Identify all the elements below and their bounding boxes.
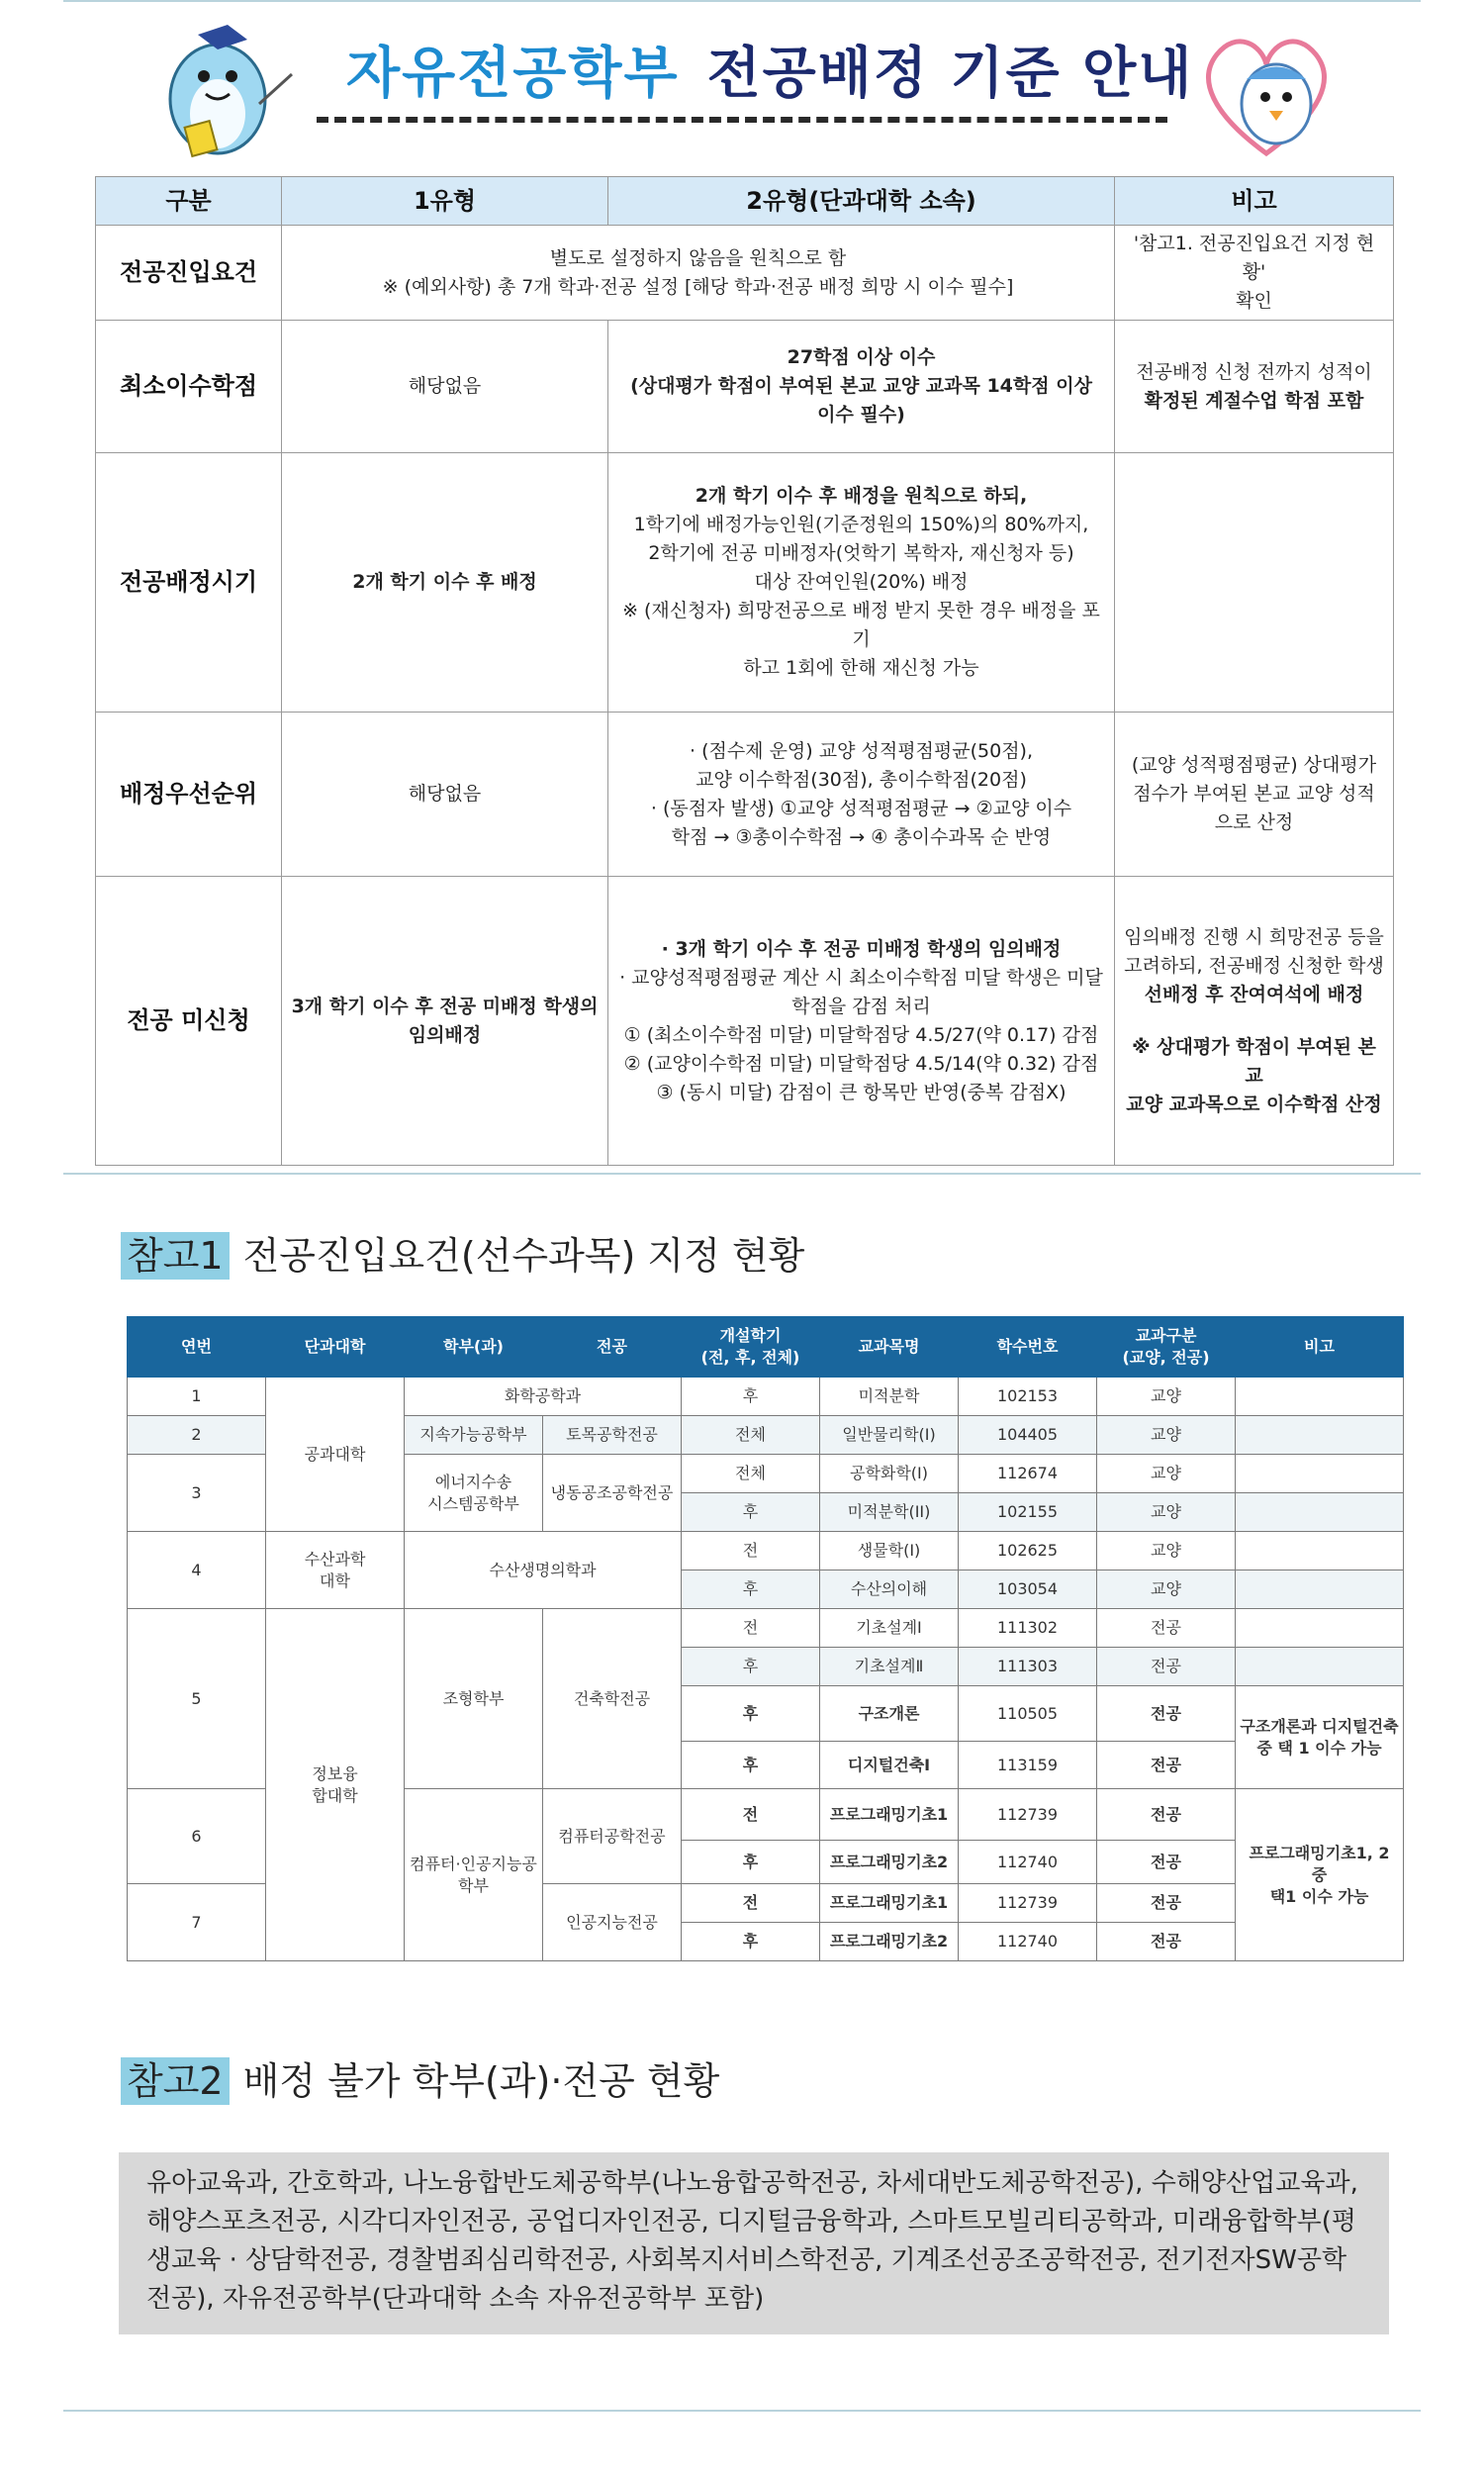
cell-no: 2 (128, 1416, 266, 1455)
ref2-body: 유아교육과, 간호학과, 나노융합반도체공학부(나노융합공학전공, 차세대반도체공학전공), 수해양산업교육과, 해양스포츠전공, 시각디자인전공, 공업디자인전공, 디지털금융학과, 스마트모빌리티공학과, 미래융합학부(평생교육 · 상담학전공, 경찰범죄심리학전공, 사회복지서비스학전공, 기계조선공조공학전공, 전기전자SW공학전공), 자유전공학부(단과대학 소속 자유전공학부 포함) (119, 2152, 1389, 2334)
cell-line: 합대학 (312, 1785, 358, 1805)
title-part2: 전공배정 기준 안내 (706, 42, 1194, 106)
cell-category: 전공 (1097, 1789, 1236, 1841)
cell-semester: 전 (682, 1789, 820, 1841)
cell-no: 6 (128, 1789, 266, 1884)
row-label: 최소이수학점 (96, 321, 282, 453)
note-line: 고려하되, 전공배정 신청한 학생 (1124, 954, 1384, 977)
cell-line: 시스템공학부 (427, 1493, 519, 1513)
cell-semester: 후 (682, 1378, 820, 1416)
header-line: 교과구분 (1135, 1326, 1197, 1345)
bottom-divider (63, 2410, 1421, 2412)
cell-note (1236, 1493, 1404, 1532)
table-row (128, 1532, 1404, 1570)
cell-code: 112740 (959, 1923, 1097, 1961)
note-cell (1115, 321, 1394, 453)
cell-category: 전공 (1097, 1923, 1236, 1961)
cell-line: 27학점 이상 이수 (787, 346, 936, 368)
cell-major: 건축학전공 (543, 1609, 682, 1789)
cell-college (266, 1532, 405, 1609)
type1-cell (282, 877, 608, 1166)
cell-line: · (점수제 운영) 교양 성적평점평균(50점), (689, 739, 1034, 762)
cell-course: 기초설계Ⅰ (820, 1609, 959, 1648)
cell-course: 프로그래밍기초1 (820, 1884, 959, 1923)
ref2-tag: 참고2 (121, 2057, 230, 2105)
type1-cell: 해당없음 (282, 321, 608, 453)
assignment-criteria-table (95, 176, 1394, 1166)
col-dept: 학부(과) (405, 1317, 543, 1378)
header-line: (교양, 전공) (1122, 1348, 1210, 1367)
whale-mascot-icon (148, 15, 297, 163)
cell-line: 수산과학 (304, 1549, 366, 1569)
note-line: 으로 산정 (1214, 811, 1294, 833)
note-line: 확정된 계절수업 학점 포함 (1144, 389, 1364, 412)
cell-line: 정보융 (312, 1763, 358, 1783)
ref2-title: 배정 불가 학부(과)·전공 현황 (242, 2059, 720, 2103)
cell-note (1236, 1789, 1404, 1961)
page-title (346, 30, 1193, 109)
cell-course: 기초설계Ⅱ (820, 1648, 959, 1686)
cell-category: 전공 (1097, 1609, 1236, 1648)
cell-line: 학부 (458, 1875, 489, 1895)
spacer (1123, 1009, 1385, 1033)
ref1-heading (121, 1225, 804, 1280)
cell-category: 전공 (1097, 1686, 1236, 1742)
cell-dept: 화학공학과 (405, 1378, 682, 1416)
col-category (1097, 1317, 1236, 1378)
cell-category: 교양 (1097, 1455, 1236, 1493)
cell-category: 교양 (1097, 1570, 1236, 1609)
cell-dept: 조형학부 (405, 1609, 543, 1789)
cell-dept: 지속가능공학부 (405, 1416, 543, 1455)
cell-line: ① (최소이수학점 미달) 미달학점당 4.5/27(약 0.17) 감점 (623, 1023, 1099, 1046)
cell-code: 112740 (959, 1841, 1097, 1884)
cell-course: 프로그래밍기초2 (820, 1841, 959, 1884)
col-semester (682, 1317, 820, 1378)
row-entry-requirement (96, 226, 1394, 321)
prerequisite-table (127, 1316, 1404, 1961)
cell-line: 교양 이수학점(30점), 총이수학점(20점) (696, 768, 1027, 791)
ref1-title: 전공진입요건(선수과목) 지정 현황 (242, 1234, 805, 1278)
entry-merged-cell (282, 226, 1115, 321)
cell-course: 수산의이해 (820, 1570, 959, 1609)
row-label: 배정우선순위 (96, 713, 282, 877)
col-header-category: 구분 (96, 177, 282, 226)
note-line: 선배정 후 잔여여석에 배정 (1144, 983, 1364, 1005)
cell-major: 컴퓨터공학전공 (543, 1789, 682, 1884)
note-cell (1115, 713, 1394, 877)
cell-no: 5 (128, 1609, 266, 1789)
table-row (128, 1378, 1404, 1416)
cell-semester: 후 (682, 1841, 820, 1884)
cell-code: 112739 (959, 1884, 1097, 1923)
cell-course: 미적분학(II) (820, 1493, 959, 1532)
entry-note-cell (1115, 226, 1394, 321)
row-timing (96, 453, 1394, 713)
type2-cell (608, 321, 1115, 453)
cell-category: 교양 (1097, 1378, 1236, 1416)
cell-line: 택1 이수 가능 (1269, 1886, 1369, 1906)
type2-cell (608, 453, 1115, 713)
row-min-credits (96, 321, 1394, 453)
cell-code: 111302 (959, 1609, 1097, 1648)
cell-line: 임의배정 (408, 1023, 482, 1046)
cell-category: 교양 (1097, 1416, 1236, 1455)
cell-note (1236, 1648, 1404, 1686)
type2-cell (608, 713, 1115, 877)
col-header-type2: 2유형(단과대학 소속) (608, 177, 1115, 226)
page-header (0, 0, 1484, 168)
cell-semester: 전 (682, 1609, 820, 1648)
cell-course: 구조개론 (820, 1686, 959, 1742)
cell-category: 교양 (1097, 1532, 1236, 1570)
cell-semester: 후 (682, 1648, 820, 1686)
cell-line: 프로그래밍기초1, 2 중 (1249, 1843, 1390, 1884)
cell-major: 인공지능전공 (543, 1884, 682, 1961)
cell-course: 생물학(Ⅰ) (820, 1532, 959, 1570)
ref1-header-row (128, 1317, 1404, 1378)
cell-major: 냉동공조공학전공 (543, 1455, 682, 1532)
cell-no: 3 (128, 1455, 266, 1532)
table-header-row (96, 177, 1394, 226)
cell-semester: 후 (682, 1493, 820, 1532)
cell-semester: 전 (682, 1532, 820, 1570)
cell-semester: 전 (682, 1884, 820, 1923)
note-line: 점수가 부여된 본교 교양 성적 (1133, 783, 1375, 805)
cell-no: 7 (128, 1884, 266, 1961)
cell-code: 103054 (959, 1570, 1097, 1609)
cell-line: 3개 학기 이수 후 전공 미배정 학생의 (291, 995, 599, 1017)
cell-college (266, 1609, 405, 1961)
col-code: 학수번호 (959, 1317, 1097, 1378)
col-header-note: 비고 (1115, 177, 1394, 226)
note-cell (1115, 877, 1394, 1166)
cell-code: 102153 (959, 1378, 1097, 1416)
cell-code: 104405 (959, 1416, 1097, 1455)
cell-semester: 후 (682, 1923, 820, 1961)
bird-mascot-heart-icon (1192, 20, 1341, 163)
cell-category: 전공 (1097, 1884, 1236, 1923)
cell-note (1236, 1532, 1404, 1570)
note-line: ※ 상대평가 학점이 부여된 본교 (1132, 1035, 1376, 1087)
cell-major: 토목공학전공 (543, 1416, 682, 1455)
cell-line: ③ (동시 미달) 감점이 큰 항목만 반영(중복 감점X) (656, 1081, 1067, 1103)
cell-line: 중 택 1 이수 가능 (1256, 1738, 1382, 1758)
cell-note (1236, 1570, 1404, 1609)
cell-code: 112739 (959, 1789, 1097, 1841)
cell-dept: 수산생명의학과 (405, 1532, 682, 1609)
cell-line: 대상 잔여인원(20%) 배정 (754, 571, 969, 593)
cell-code: 113159 (959, 1742, 1097, 1789)
cell-line: 이수 필수) (817, 404, 905, 426)
cell-course: 공학화학(I) (820, 1455, 959, 1493)
cell-line: · 교양성적평점평균 계산 시 최소이수학점 미달 학생은 미달 (619, 966, 1103, 989)
cell-category: 전공 (1097, 1742, 1236, 1789)
col-course: 교과목명 (820, 1317, 959, 1378)
cell-note (1236, 1416, 1404, 1455)
col-college: 단과대학 (266, 1317, 405, 1378)
cell-line: 2개 학기 이수 후 배정을 원칙으로 하되, (695, 485, 1028, 507)
cell-category: 교양 (1097, 1493, 1236, 1532)
row-priority (96, 713, 1394, 877)
cell-no: 1 (128, 1378, 266, 1416)
cell-line: ② (교양이수학점 미달) 미달학점당 4.5/14(약 0.32) 감점 (623, 1052, 1099, 1075)
col-major: 전공 (543, 1317, 682, 1378)
cell-note (1236, 1378, 1404, 1416)
cell-course: 프로그래밍기초2 (820, 1923, 959, 1961)
type1-cell: 해당없음 (282, 713, 608, 877)
cell-code: 111303 (959, 1648, 1097, 1686)
cell-line: 2학기에 전공 미배정자(엇학기 복학자, 재신청자 등) (648, 542, 1074, 564)
cell-code: 112674 (959, 1455, 1097, 1493)
title-part1: 자유전공학부 (346, 42, 680, 106)
cell-course: 프로그래밍기초1 (820, 1789, 959, 1841)
cell-semester: 후 (682, 1570, 820, 1609)
cell-semester: 전체 (682, 1416, 820, 1455)
row-label: 전공배정시기 (96, 453, 282, 713)
cell-course: 일반물리학(Ⅰ) (820, 1416, 959, 1455)
type1-cell: 2개 학기 이수 후 배정 (282, 453, 608, 713)
note-line: 임의배정 진행 시 희망전공 등을 (1124, 925, 1384, 948)
cell-line: 구조개론과 디지털건축 (1240, 1716, 1399, 1736)
cell-college: 공과대학 (266, 1378, 405, 1532)
cell-no: 4 (128, 1532, 266, 1609)
cell-line: 1학기에 배정가능인원(기준정원의 150%)의 80%까지, (633, 514, 1089, 535)
col-no: 연번 (128, 1317, 266, 1378)
cell-code: 102625 (959, 1532, 1097, 1570)
cell-line: 학점 → ③총이수학점 → ④ 총이수과목 순 반영 (671, 825, 1052, 848)
cell-category: 전공 (1097, 1648, 1236, 1686)
header-line: 개설학기 (719, 1326, 782, 1345)
cell-semester: 전체 (682, 1455, 820, 1493)
cell-line: 학점을 감점 처리 (791, 995, 931, 1017)
note-line: 전공배정 신청 전까지 성적이 (1136, 360, 1372, 383)
cell-course: 디지털건축Ⅰ (820, 1742, 959, 1789)
cell-line: 하고 1회에 한해 재신청 가능 (743, 657, 979, 679)
cell-dept (405, 1455, 543, 1532)
section-divider (63, 1173, 1421, 1175)
type2-cell (608, 877, 1115, 1166)
ref1-tag: 참고1 (121, 1232, 230, 1280)
cell-code: 102155 (959, 1493, 1097, 1532)
cell-dept (405, 1789, 543, 1961)
cell-category: 전공 (1097, 1841, 1236, 1884)
cell-line: ※ (재신청자) 희망전공으로 배정 받지 못한 경우 배정을 포기 (622, 600, 1100, 650)
row-label: 전공진입요건 (96, 226, 282, 321)
cell-line: · (동점자 발생) ①교양 성적평점평균 → ②교양 이수 (650, 797, 1072, 819)
cell-line: 에너지수송 (434, 1472, 512, 1491)
row-label: 전공 미신청 (96, 877, 282, 1166)
cell-note (1236, 1609, 1404, 1648)
cell-line: 대학 (320, 1570, 350, 1590)
ref2-heading (121, 2050, 719, 2105)
cell-note (1236, 1686, 1404, 1789)
cell-semester: 후 (682, 1742, 820, 1789)
cell-line: (상대평가 학점이 부여된 본교 교양 교과목 14학점 이상 (630, 375, 1092, 397)
cell-line: 컴퓨터·인공지능공 (410, 1854, 537, 1873)
cell-line: · 3개 학기 이수 후 전공 미배정 학생의 임의배정 (661, 937, 1062, 960)
note-line: (교양 성적평점평균) 상대평가 (1131, 754, 1377, 776)
cell-semester: 후 (682, 1686, 820, 1742)
col-header-type1: 1유형 (282, 177, 608, 226)
row-unapplied (96, 877, 1394, 1166)
table-row (128, 1609, 1404, 1648)
cell-code: 110505 (959, 1686, 1097, 1742)
col-note: 비고 (1236, 1317, 1404, 1378)
note-line: 교양 교과목으로 이수학점 산정 (1126, 1093, 1382, 1115)
cell-note (1236, 1455, 1404, 1493)
note-line: '참고1. 전공진입요건 지정 현황' (1133, 233, 1375, 283)
note-cell (1115, 453, 1394, 713)
note-line: 확인 (1236, 290, 1272, 312)
header-line: (전, 후, 전체) (700, 1348, 800, 1367)
cell-course: 미적분학 (820, 1378, 959, 1416)
entry-line: ※ (예외사항) 총 7개 학과·전공 설정 [해당 학과·전공 배정 희망 시 이수 필수] (382, 275, 1014, 298)
entry-line: 별도로 설정하지 않음을 원칙으로 함 (549, 246, 847, 269)
title-underline (317, 117, 1167, 123)
